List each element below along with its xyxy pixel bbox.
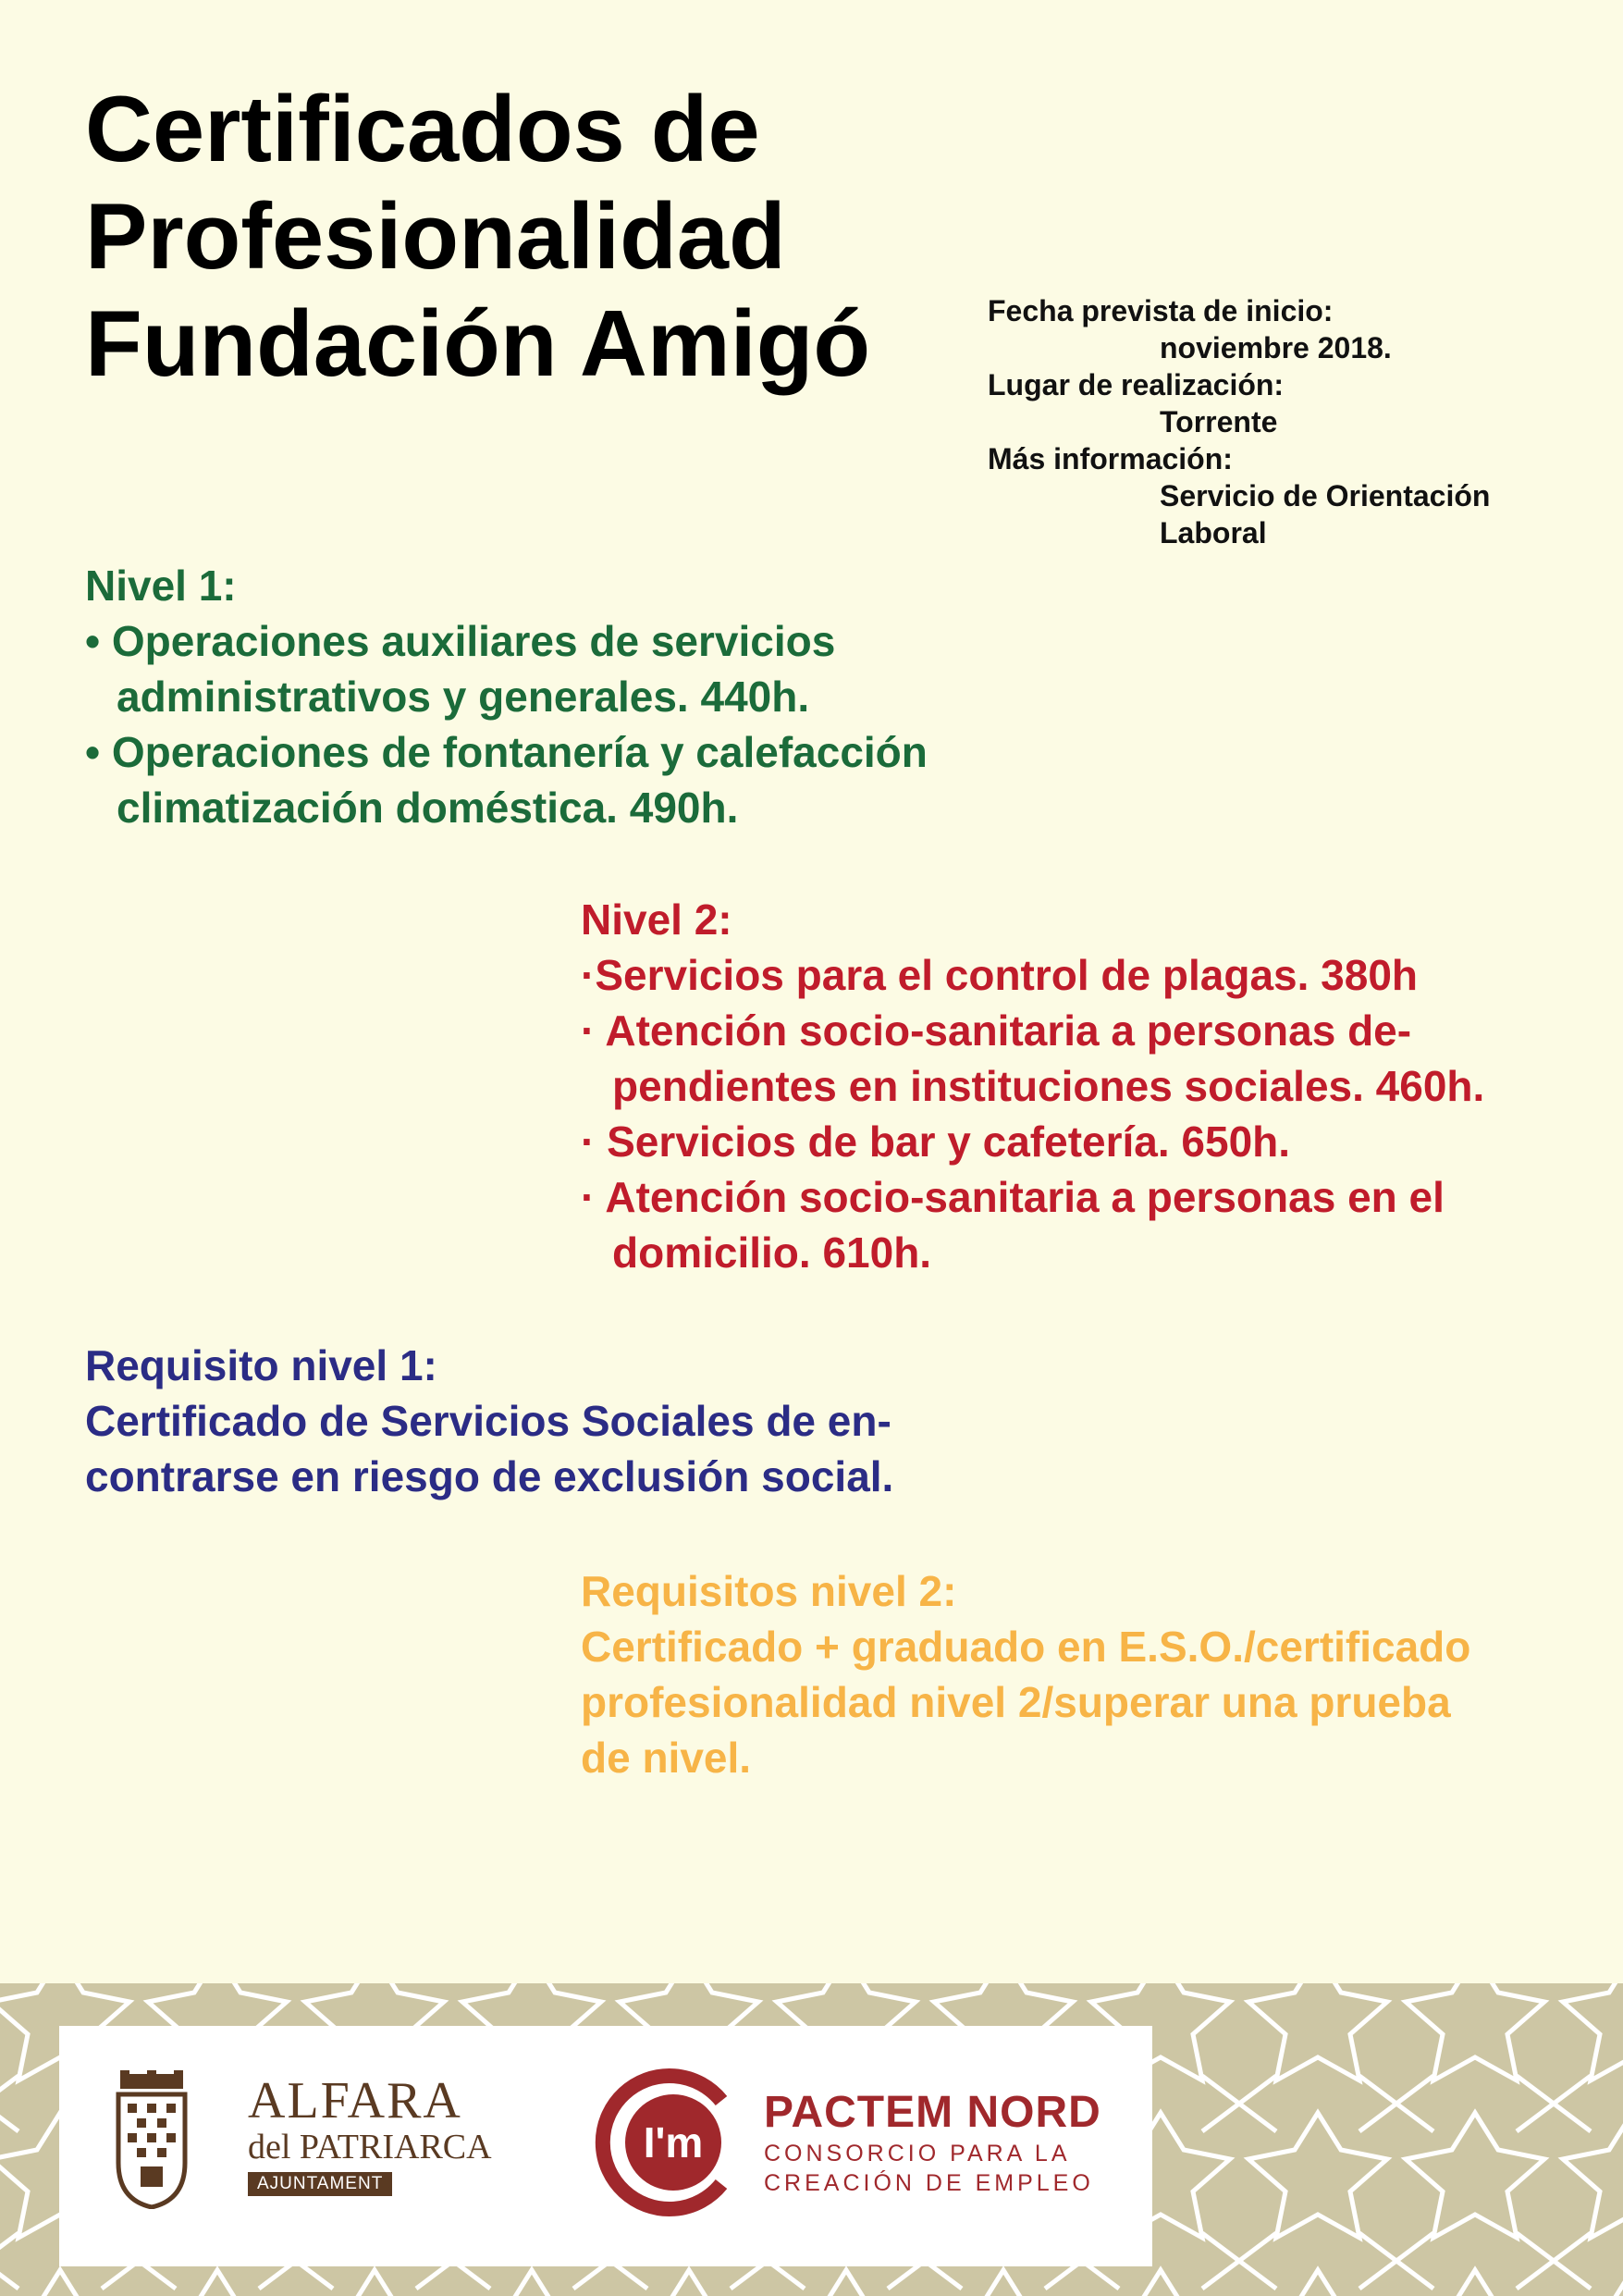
location-value: Torrente — [1160, 405, 1278, 438]
more-info-value: Laboral — [1160, 516, 1267, 549]
list-item: · Atención socio-sanitaria a personas de- — [581, 1006, 1412, 1055]
requirement-text: profesionalidad nivel 2/superar una prueba — [581, 1678, 1451, 1726]
title-line: Certificados de — [85, 78, 760, 181]
more-info-value: Servicio de Orientación — [1160, 479, 1491, 512]
start-date-value: noviembre 2018. — [1160, 331, 1392, 364]
section-heading: Requisitos nivel 2: — [581, 1567, 957, 1615]
section-heading: Requisito nivel 1: — [85, 1341, 437, 1389]
list-item: · Servicios de bar y cafetería. 650h. — [581, 1117, 1291, 1166]
page-title — [85, 76, 870, 398]
im-mark: I'm — [643, 2118, 704, 2166]
title-line: Profesionalidad — [85, 185, 786, 289]
list-item: ·Servicios para el control de plagas. 380h — [581, 951, 1419, 999]
requirement-text: Certificado de Servicios Sociales de en- — [85, 1397, 891, 1445]
location-label: Lugar de realización: — [988, 368, 1285, 401]
start-date-label: Fecha prevista de inicio: — [988, 294, 1334, 327]
alfara-tag: AJUNTAMENT — [248, 2172, 392, 2196]
requisito-2-section — [581, 1563, 1470, 1785]
title-line: Fundación Amigó — [85, 292, 871, 396]
pactem-subtitle: CREACIÓN DE EMPLEO — [764, 2170, 1094, 2196]
im-circle-logo-icon — [583, 2059, 749, 2226]
list-item-continuation: pendientes en instituciones sociales. 460h. — [612, 1062, 1485, 1110]
pactem-subtitle: CONSORCIO PARA LA — [764, 2141, 1071, 2166]
nivel-1-section — [85, 558, 928, 835]
section-heading: Nivel 2: — [581, 895, 732, 944]
list-item-continuation: climatización doméstica. 490h. — [117, 784, 739, 832]
coat-of-arms-icon — [115, 2070, 189, 2209]
pactem-name: PACTEM NORD — [764, 2088, 1101, 2137]
course-info — [988, 292, 1490, 551]
sponsor-logos — [59, 2026, 1152, 2266]
list-item: • Operaciones auxiliares de servicios — [85, 617, 836, 665]
requirement-text: de nivel. — [581, 1734, 752, 1782]
list-item-continuation: domicilio. 610h. — [612, 1228, 932, 1277]
requirement-text: Certificado + graduado en E.S.O./certificado — [581, 1623, 1471, 1671]
alfara-logo — [248, 2074, 492, 2196]
alfara-name: ALFARA — [248, 2072, 462, 2129]
alfara-subtitle: del PATRIARCA — [248, 2128, 492, 2166]
list-item: • Operaciones de fontanería y calefacción — [85, 728, 928, 776]
more-info-label: Más información: — [988, 442, 1233, 475]
nivel-2-section — [581, 892, 1484, 1280]
list-item-continuation: administrativos y generales. 440h. — [117, 673, 810, 721]
pactem-logo — [764, 2087, 1101, 2198]
requisito-1-section — [85, 1338, 893, 1504]
section-heading: Nivel 1: — [85, 562, 237, 610]
list-item: · Atención socio-sanitaria a personas en el — [581, 1173, 1445, 1221]
requirement-text: contrarse en riesgo de exclusión social. — [85, 1452, 894, 1500]
